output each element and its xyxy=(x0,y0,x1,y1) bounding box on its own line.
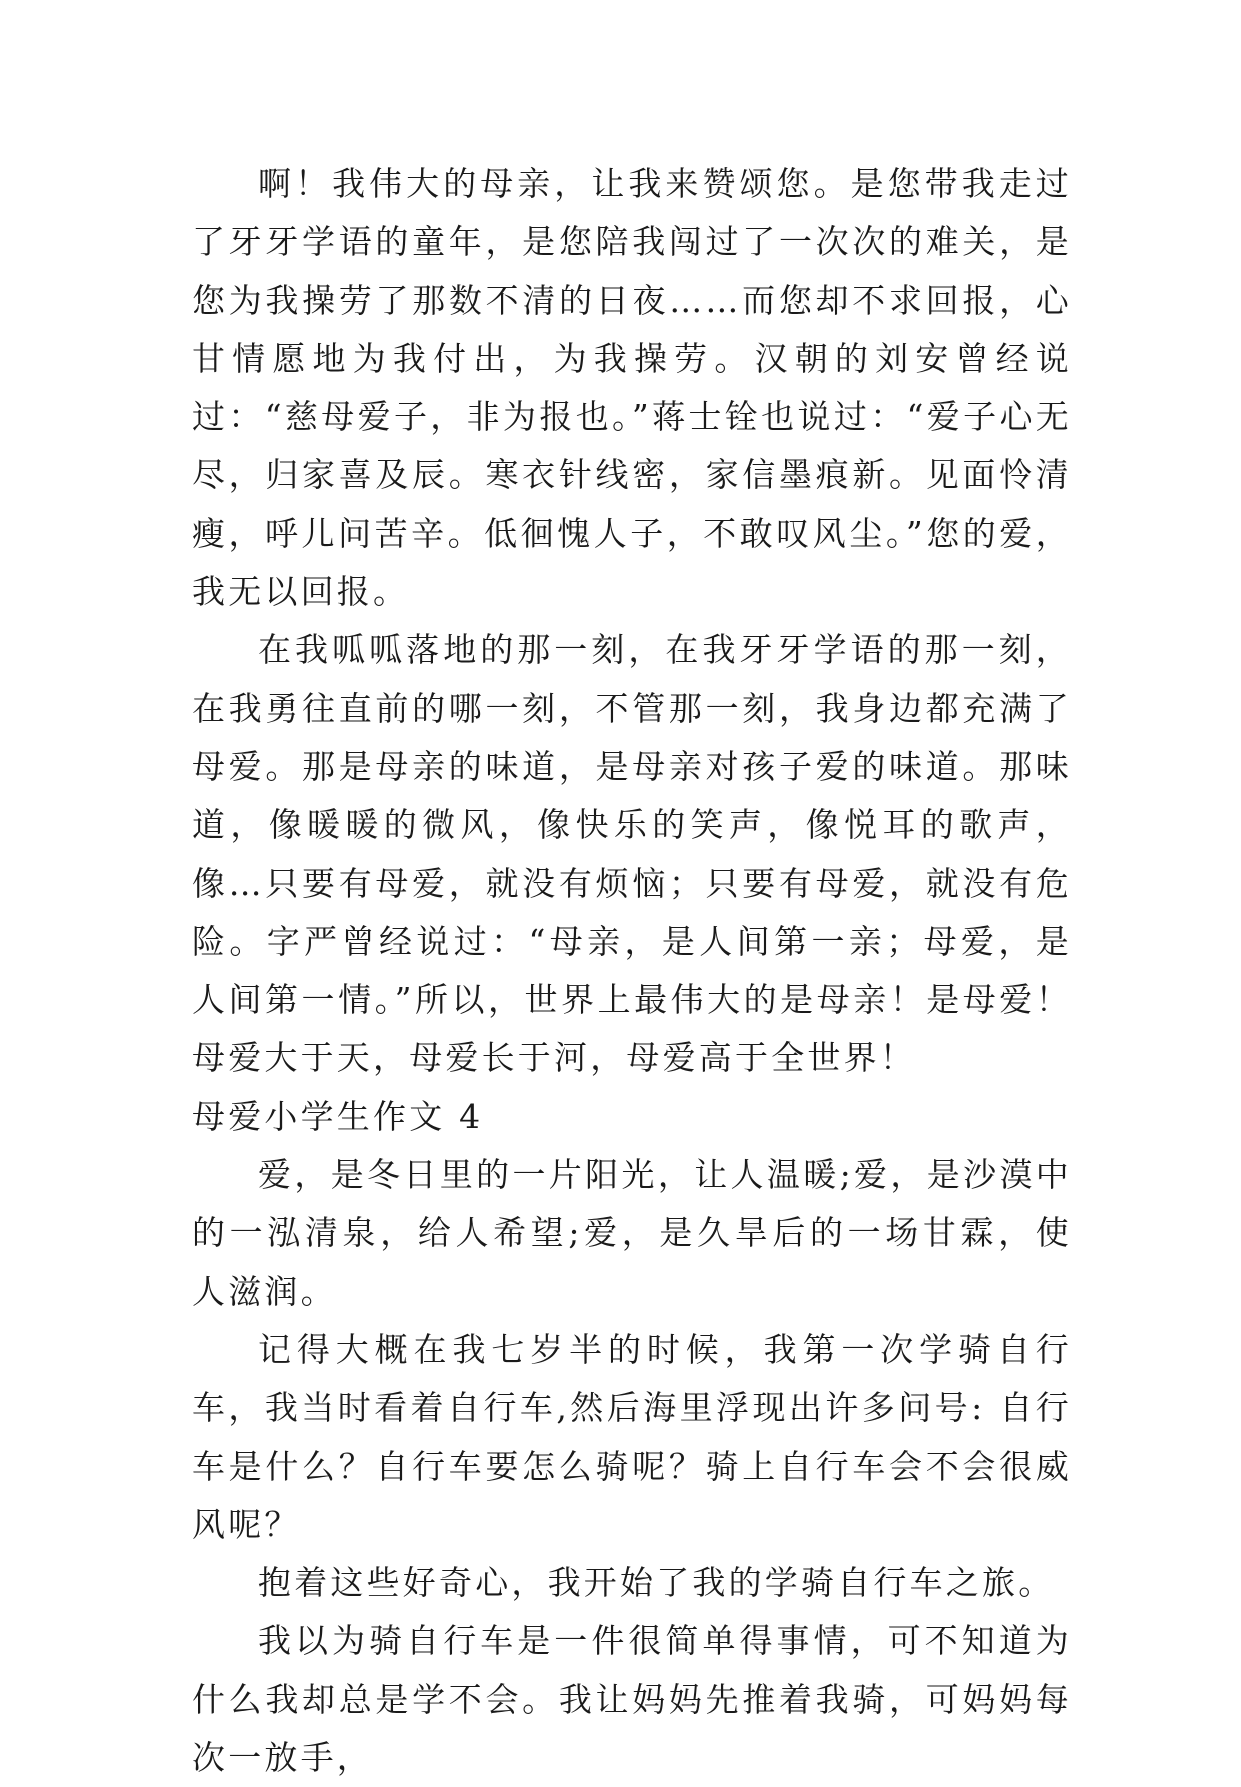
section-heading: 母爱小学生作文 4 xyxy=(192,1096,484,1136)
paragraph-learning-bike: 记得大概在我七岁半的时候，我第一次学骑自行车，我当时看着自行车,然后海里浮现出许多问号: 自行车是什么？自行车要怎么骑呢？骑上自行车会不会很威风呢？ xyxy=(192,1329,1072,1544)
paragraph-mother-love: 在我呱呱落地的那一刻，在我牙牙学语的那一刻，在我勇往直前的哪一刻，不管那一刻，我身边都充满了母爱。那是母亲的味道，是母亲对孩子爱的味道。那味道，像暖暖的微风，像快乐的笑声，像悦耳的歌声，像…只要有母爱，就没有烦恼；只要有母爱，就没有危险。字严曾经说过：“母亲，是人间第一亲；母爱，是人间第一情。”所以，世界上最伟大的是母亲！是母爱！母爱大于天，母爱长于河，母爱高于全世界！ xyxy=(192,630,1072,1078)
paragraph-difficulty: 我以为骑自行车是一件很简单得事情，可不知道为什么我却总是学不会。我让妈妈先推着我骑，可妈妈每次一放手， xyxy=(192,1621,1072,1778)
paragraph-curiosity: 抱着这些好奇心，我开始了我的学骑自行车之旅。 xyxy=(258,1563,1055,1603)
document-body xyxy=(192,155,1072,1787)
paragraph-love-metaphors: 爱，是冬日里的一片阳光，让人温暖;爱，是沙漠中的一泓清泉，给人希望;爱，是久旱后的一场甘霖，使人滋润。 xyxy=(192,1155,1072,1311)
paragraph-praise-mother: 啊！我伟大的母亲，让我来赞颂您。是您带我走过了牙牙学语的童年，是您陪我闯过了一次次的难关，是您为我操劳了那数不清的日夜……而您却不求回报，心甘情愿地为我付出，为我操劳。汉朝的刘安曾经说过：“慈母爱子，非为报也。”蒋士铨也说过：“爱子心无尽，归家喜及辰。寒衣针线密，家信墨痕新。见面怜清瘦，呼儿问苦辛。低徊愧人子，不敢叹风尘。”您的爱，我无以回报。 xyxy=(192,164,1072,612)
